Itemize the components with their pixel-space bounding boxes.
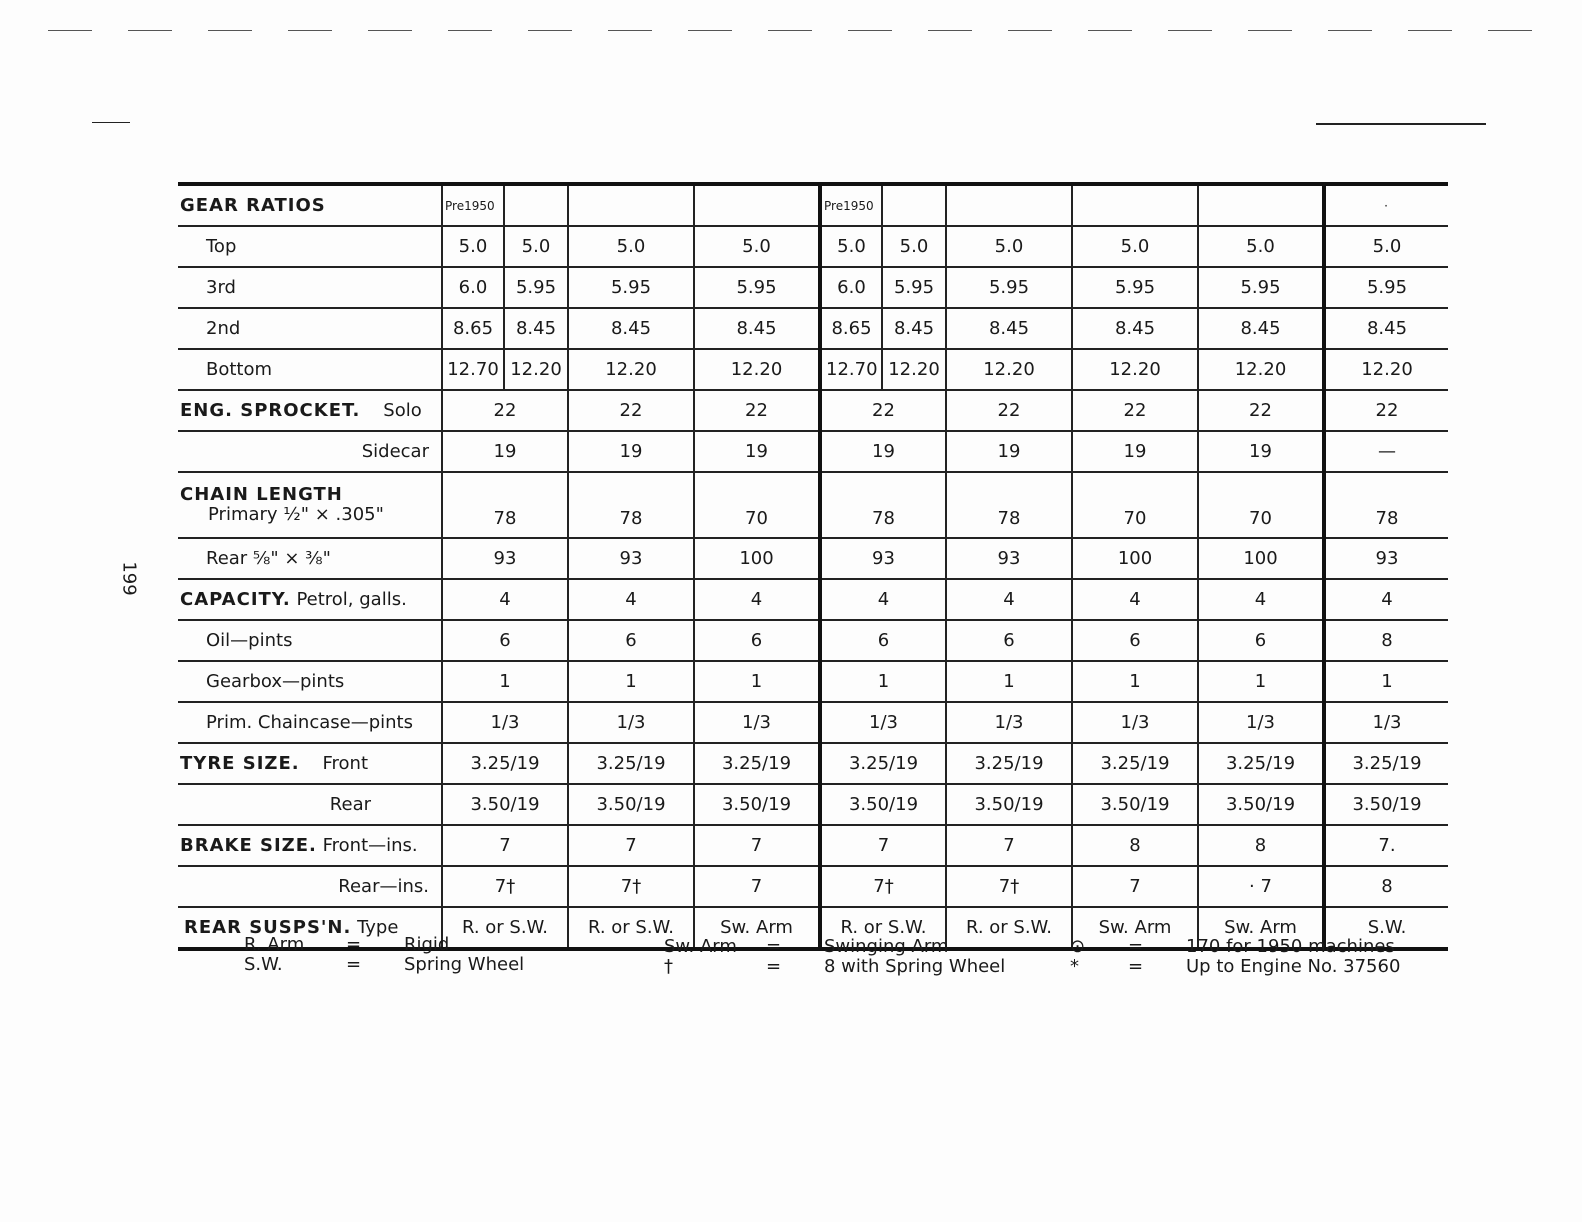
cell: 7 <box>946 825 1072 866</box>
cell: 3.25/19 <box>1324 743 1448 784</box>
cell: 1 <box>1198 661 1324 702</box>
row-label <box>178 472 442 538</box>
cell: 8.45 <box>504 308 568 349</box>
cell: 4 <box>1324 579 1448 620</box>
cell: 19 <box>1072 431 1198 472</box>
cell: 6 <box>568 620 694 661</box>
cell: 1/3 <box>1198 702 1324 743</box>
row-label <box>178 907 442 949</box>
cell: 1 <box>946 661 1072 702</box>
cell: 19 <box>1198 431 1324 472</box>
cell: 8.45 <box>882 308 946 349</box>
cell: 4 <box>820 579 946 620</box>
cell: 6 <box>442 620 568 661</box>
cell: 3.25/19 <box>946 743 1072 784</box>
cell: 3.50/19 <box>1072 784 1198 825</box>
row-label-sub: Solo <box>383 400 422 421</box>
row-label: Rear—ins. <box>178 866 442 907</box>
cell: · 7 <box>1198 866 1324 907</box>
cell: 22 <box>442 390 568 431</box>
row-label: Oil—pints <box>178 620 442 661</box>
cell: S.W. <box>1324 907 1448 949</box>
legend-equals: = <box>346 934 362 955</box>
cell: 7. <box>1324 825 1448 866</box>
cell: 19 <box>568 431 694 472</box>
cell: 8.45 <box>946 308 1072 349</box>
col-header <box>504 184 568 226</box>
cell: 3.50/19 <box>946 784 1072 825</box>
cell: 5.0 <box>442 226 504 267</box>
cell: — <box>1324 431 1448 472</box>
legend-symbol: R. Arm <box>244 934 305 955</box>
cell: 8 <box>1324 620 1448 661</box>
cell: 12.20 <box>1198 349 1324 390</box>
row-label: Rear <box>178 784 442 825</box>
cell: 5.0 <box>946 226 1072 267</box>
row-label-sub: Petrol, galls. <box>296 589 407 610</box>
cell: 3.50/19 <box>694 784 820 825</box>
cell: 8.65 <box>442 308 504 349</box>
cell: 1/3 <box>1072 702 1198 743</box>
cell: R. or S.W. <box>568 907 694 949</box>
cell: 8.45 <box>568 308 694 349</box>
legend-text: Swinging Arm <box>824 936 949 957</box>
cell: Sw. Arm <box>1198 907 1324 949</box>
gear-ratios-header-row <box>178 184 1448 226</box>
table-row <box>178 472 1448 538</box>
cell: 100 <box>1198 538 1324 579</box>
row-label: 3rd <box>178 267 442 308</box>
cell: 4 <box>442 579 568 620</box>
cell: R. or S.W. <box>820 907 946 949</box>
cell: 7 <box>694 825 820 866</box>
table-row <box>178 784 1448 825</box>
col-header <box>882 184 946 226</box>
legend-text: 8 with Spring Wheel <box>824 956 1006 977</box>
table-row <box>178 825 1448 866</box>
cell: 4 <box>568 579 694 620</box>
cell: 6.0 <box>820 267 882 308</box>
cell: 8 <box>1198 825 1324 866</box>
cell: 22 <box>1324 390 1448 431</box>
cell: 3.50/19 <box>1324 784 1448 825</box>
cell: 7† <box>442 866 568 907</box>
cell: 22 <box>694 390 820 431</box>
cell: 5.0 <box>694 226 820 267</box>
cell: 78 <box>442 472 568 538</box>
cell: 1 <box>568 661 694 702</box>
cell: 5.0 <box>1072 226 1198 267</box>
left-short-rule <box>92 122 130 123</box>
row-label-sub: Front—ins. <box>322 835 418 856</box>
cell: 5.0 <box>568 226 694 267</box>
cell: 8 <box>1324 866 1448 907</box>
cell: 12.20 <box>694 349 820 390</box>
cell: 1/3 <box>1324 702 1448 743</box>
cell: 3.25/19 <box>568 743 694 784</box>
gear-ratios-label: GEAR RATIOS <box>178 184 442 226</box>
legend-text: 170 for 1950 machines <box>1186 936 1395 957</box>
cell: 3.50/19 <box>1198 784 1324 825</box>
cell: 19 <box>442 431 568 472</box>
cell: 93 <box>820 538 946 579</box>
row-label-main: CHAIN LENGTH <box>180 484 343 505</box>
row-label-sub: Front <box>322 753 369 774</box>
col-header: Pre1950 <box>442 184 504 226</box>
table-row <box>178 702 1448 743</box>
cell: 6.0 <box>442 267 504 308</box>
row-label <box>178 390 442 431</box>
row-label <box>178 579 442 620</box>
cell: R. or S.W. <box>946 907 1072 949</box>
cell: 1 <box>442 661 568 702</box>
legend-symbol: ⊙ <box>1070 936 1086 957</box>
page-number: 199 <box>118 561 140 596</box>
legend-text: Rigid <box>404 934 450 955</box>
row-label: Top <box>178 226 442 267</box>
col-header <box>694 184 820 226</box>
table-row <box>178 349 1448 390</box>
legend-equals: = <box>766 936 782 957</box>
cell: 5.0 <box>1324 226 1448 267</box>
cell: 12.20 <box>1072 349 1198 390</box>
cell: 7 <box>694 866 820 907</box>
cell: 1/3 <box>442 702 568 743</box>
table-row <box>178 431 1448 472</box>
table-row <box>178 267 1448 308</box>
legend-symbol: * <box>1070 956 1079 977</box>
table-row <box>178 620 1448 661</box>
row-label <box>178 743 442 784</box>
cell: 6 <box>820 620 946 661</box>
row-label-sub: Primary ½" × .305" <box>208 504 384 525</box>
row-label: Rear ⅝" × ⅜" <box>178 538 442 579</box>
cell: 6 <box>1072 620 1198 661</box>
cell: 70 <box>694 472 820 538</box>
cell: 1/3 <box>946 702 1072 743</box>
cell: 1/3 <box>568 702 694 743</box>
cell: 3.25/19 <box>820 743 946 784</box>
cell: Sw. Arm <box>694 907 820 949</box>
legend-equals: = <box>1128 956 1144 977</box>
cell: 70 <box>1198 472 1324 538</box>
cell: 7† <box>568 866 694 907</box>
cell: 3.50/19 <box>568 784 694 825</box>
cell: 1/3 <box>820 702 946 743</box>
row-label: 2nd <box>178 308 442 349</box>
cell: 19 <box>694 431 820 472</box>
cell: 7† <box>946 866 1072 907</box>
specifications-table <box>178 182 1448 951</box>
cell: 78 <box>820 472 946 538</box>
cell: 3.50/19 <box>442 784 568 825</box>
col-header <box>1198 184 1324 226</box>
table-row <box>178 308 1448 349</box>
cell: 6 <box>946 620 1072 661</box>
cell: 5.95 <box>1198 267 1324 308</box>
cell: 5.95 <box>882 267 946 308</box>
col-header <box>568 184 694 226</box>
cell: 6 <box>1198 620 1324 661</box>
cell: 12.20 <box>1324 349 1448 390</box>
cell: 5.95 <box>568 267 694 308</box>
cell: 78 <box>946 472 1072 538</box>
cell: 22 <box>1198 390 1324 431</box>
table-row <box>178 743 1448 784</box>
cell: 8.45 <box>694 308 820 349</box>
row-label <box>178 825 442 866</box>
cell: 5.0 <box>820 226 882 267</box>
cell: 7† <box>820 866 946 907</box>
legend-symbol: S.W. <box>244 954 283 975</box>
cell: 3.25/19 <box>442 743 568 784</box>
cell: 93 <box>442 538 568 579</box>
col-header: · <box>1324 184 1448 226</box>
cell: 1/3 <box>694 702 820 743</box>
cell: 5.95 <box>1324 267 1448 308</box>
col-header <box>946 184 1072 226</box>
cell: Sw. Arm <box>1072 907 1198 949</box>
cell: R. or S.W. <box>442 907 568 949</box>
cell: 100 <box>694 538 820 579</box>
top-dashed-rule <box>40 30 1540 40</box>
row-label: Sidecar <box>178 431 442 472</box>
cell: 3.25/19 <box>1072 743 1198 784</box>
table-row <box>178 538 1448 579</box>
right-top-rule <box>1316 123 1486 125</box>
row-label: Gearbox—pints <box>178 661 442 702</box>
row-label-main: BRAKE SIZE. <box>180 835 317 856</box>
cell: 22 <box>1072 390 1198 431</box>
cell: 78 <box>1324 472 1448 538</box>
cell: 4 <box>1198 579 1324 620</box>
row-label-main: ENG. SPROCKET. <box>180 400 361 421</box>
cell: 3.50/19 <box>820 784 946 825</box>
cell: 5.0 <box>504 226 568 267</box>
legend-symbol: † <box>664 956 673 977</box>
row-label-main: TYRE SIZE. <box>180 753 300 774</box>
row-label-sub: Type <box>357 917 399 938</box>
cell: 12.20 <box>504 349 568 390</box>
cell: 7 <box>442 825 568 866</box>
legend-equals: = <box>1128 936 1144 957</box>
legend-equals: = <box>346 954 362 975</box>
table-row <box>178 866 1448 907</box>
cell: 8.65 <box>820 308 882 349</box>
cell: 6 <box>694 620 820 661</box>
cell: 12.70 <box>442 349 504 390</box>
legend-equals: = <box>766 956 782 977</box>
cell: 8.45 <box>1072 308 1198 349</box>
cell: 78 <box>568 472 694 538</box>
cell: 4 <box>1072 579 1198 620</box>
legend-symbol: Sw. Arm <box>664 936 737 957</box>
cell: 7 <box>568 825 694 866</box>
cell: 19 <box>946 431 1072 472</box>
cell: 5.95 <box>504 267 568 308</box>
cell: 19 <box>820 431 946 472</box>
table-row <box>178 579 1448 620</box>
cell: 70 <box>1072 472 1198 538</box>
cell: 8 <box>1072 825 1198 866</box>
row-label-main: REAR SUSPS'N. <box>184 917 352 938</box>
cell: 1 <box>694 661 820 702</box>
cell: 8.45 <box>1198 308 1324 349</box>
cell: 100 <box>1072 538 1198 579</box>
col-header <box>1072 184 1198 226</box>
cell: 5.95 <box>694 267 820 308</box>
table-row <box>178 226 1448 267</box>
cell: 12.20 <box>882 349 946 390</box>
row-label: Bottom <box>178 349 442 390</box>
cell: 8.45 <box>1324 308 1448 349</box>
cell: 12.20 <box>568 349 694 390</box>
legend-text: Spring Wheel <box>404 954 525 975</box>
cell: 3.25/19 <box>1198 743 1324 784</box>
col-header: Pre1950 <box>820 184 882 226</box>
cell: 4 <box>946 579 1072 620</box>
cell: 22 <box>568 390 694 431</box>
cell: 22 <box>946 390 1072 431</box>
cell: 7 <box>820 825 946 866</box>
cell: 93 <box>1324 538 1448 579</box>
cell: 1 <box>820 661 946 702</box>
cell: 5.95 <box>1072 267 1198 308</box>
cell: 7 <box>1072 866 1198 907</box>
row-label: Prim. Chaincase—pints <box>178 702 442 743</box>
cell: 93 <box>946 538 1072 579</box>
cell: 1 <box>1324 661 1448 702</box>
legend-text: Up to Engine No. 37560 <box>1186 956 1401 977</box>
cell: 12.20 <box>946 349 1072 390</box>
cell: 93 <box>568 538 694 579</box>
cell: 22 <box>820 390 946 431</box>
cell: 5.0 <box>882 226 946 267</box>
row-label-main: CAPACITY. <box>180 589 291 610</box>
cell: 1 <box>1072 661 1198 702</box>
cell: 12.70 <box>820 349 882 390</box>
cell: 3.25/19 <box>694 743 820 784</box>
cell: 5.95 <box>946 267 1072 308</box>
cell: 5.0 <box>1198 226 1324 267</box>
cell: 4 <box>694 579 820 620</box>
table-row <box>178 661 1448 702</box>
table-row <box>178 390 1448 431</box>
